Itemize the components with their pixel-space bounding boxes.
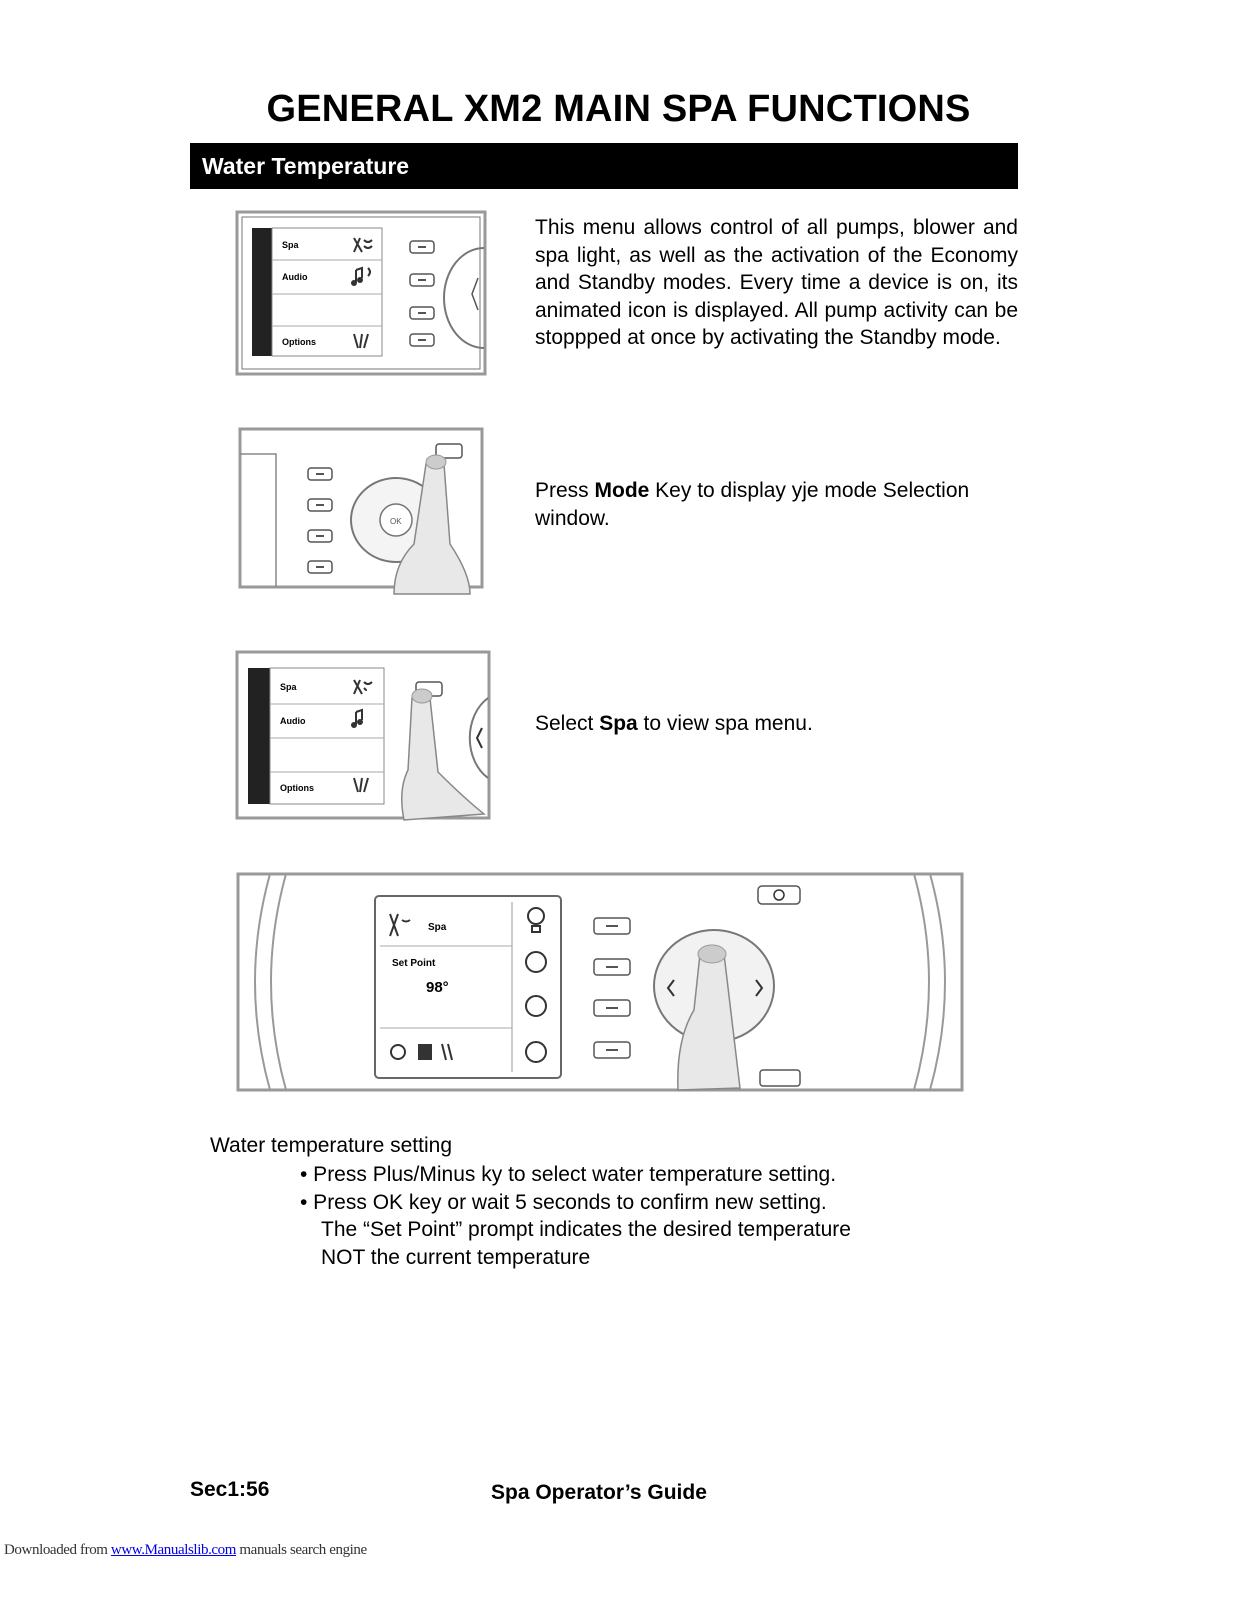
mode-key-label: Mode	[594, 479, 650, 502]
instructions-title: Water temperature setting	[210, 1134, 452, 1157]
svg-text:Options: Options	[280, 783, 314, 793]
svg-text:Audio: Audio	[280, 716, 306, 726]
section-number: Sec1:56	[190, 1478, 270, 1501]
instruction-note-line-1: The “Set Point” prompt indicates the desired temperature	[321, 1218, 851, 1241]
spa-setpoint-figure	[230, 858, 976, 1108]
spa-screen-header: Spa	[428, 922, 447, 933]
instruction-bullet-plus-minus: • Press Plus/Minus ky to select water temperature setting.	[300, 1163, 837, 1186]
menu-screen-figure	[232, 208, 494, 384]
spa-option-label: Spa	[599, 712, 638, 735]
svg-text:OK: OK	[390, 517, 402, 526]
instruction-note-line-2: NOT the current temperature	[321, 1245, 591, 1269]
step-select-spa: Select Spa to view spa menu.	[535, 712, 813, 735]
page-title: GENERAL XM2 MAIN SPA FUNCTIONS	[266, 88, 971, 130]
instruction-bullet-ok: • Press OK key or wait 5 seconds to confirm new setting.	[300, 1190, 827, 1214]
manualslib-link[interactable]: www.Manualslib.com	[110, 1542, 237, 1558]
mode-key-figure	[236, 424, 492, 600]
menu-item-audio: Audio	[282, 272, 308, 282]
download-notice: Downloaded from www.Manualslib.com manuals search engine	[4, 1542, 367, 1558]
setpoint-label: Set Point	[392, 958, 436, 969]
setpoint-value: 98°	[426, 979, 449, 996]
instructions-list	[300, 1161, 851, 1271]
menu-item-options: Options	[282, 337, 316, 347]
svg-text:Spa: Spa	[280, 682, 297, 692]
select-spa-figure	[232, 648, 498, 830]
section-heading: Water Temperature	[190, 143, 1018, 189]
menu-item-spa: Spa	[282, 240, 299, 250]
intro-paragraph: This menu allows control of all pumps, blower and spa light, as well as the activation of the Economy and Standby modes. Every time a device is on, its animated icon is displayed. All pump activity can be stoppped at once by activating the Standby mode.	[535, 216, 1018, 349]
guide-title: Spa Operator’s Guide	[491, 1481, 707, 1504]
step-press-mode: Press Mode Key to display yje mode Selection window.	[535, 479, 970, 530]
